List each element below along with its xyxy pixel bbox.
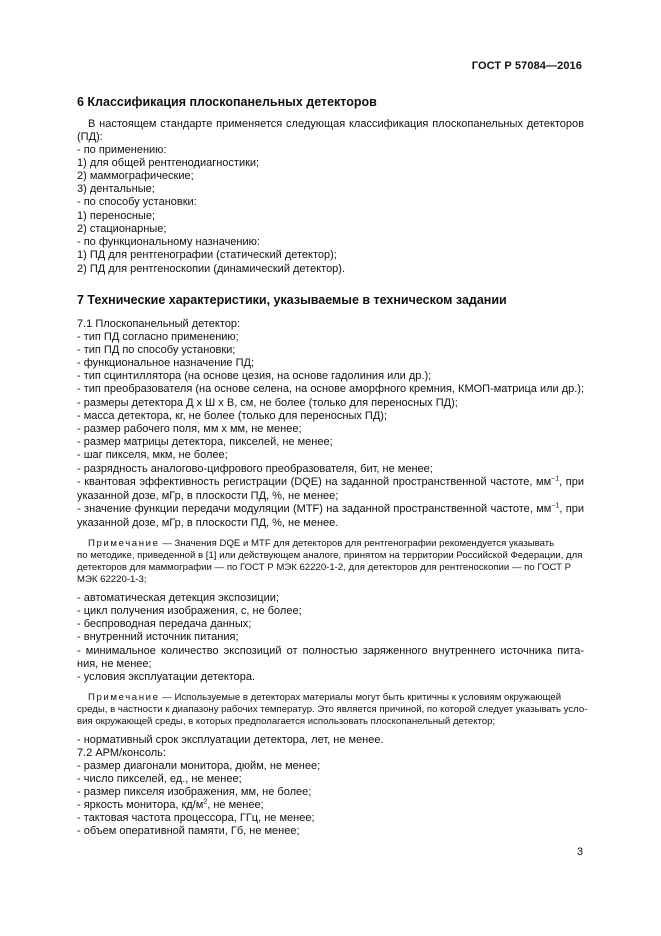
- list-item: - беспроводная передача данных;: [77, 618, 252, 630]
- list-item: - автоматическая детекция экспозиции;: [77, 592, 279, 604]
- list-item: 1) ПД для рентгенографии (статический детектор);: [77, 249, 337, 261]
- dqe-item-cont: указанной дозе, мГр, в плоскости ПД, %, не менее;: [77, 490, 339, 502]
- note-1-line: детекторов для маммографии — по ГОСТ Р МЭК 62220-1-2, для детекторов для рентгеноскопии — по ГОСТ Р: [77, 562, 571, 573]
- mtf-tail: , при: [559, 503, 584, 515]
- list-item: - цикл получения изображения, с, не более;: [77, 605, 302, 617]
- list-item: - внутренний источник питания;: [77, 631, 239, 643]
- mtf-text: - значение функции передачи модуляции (MTF) на заданной пространственной частоте, мм: [77, 503, 552, 515]
- list-item: - масса детектора, кг, не более (только для переносных ПД);: [77, 410, 387, 422]
- list-item: - условия эксплуатации детектора.: [77, 671, 256, 683]
- dqe-tail: , при: [559, 476, 585, 488]
- subsection-7-1: 7.1 Плоскопанельный детектор:: [77, 318, 241, 330]
- dqe-item: [77, 476, 584, 489]
- brightness-tail: , не менее;: [207, 799, 264, 811]
- section-6-title: 6 Классификация плоскопанельных детекторов: [77, 95, 377, 109]
- list-item: - по функциональному назначению:: [77, 236, 260, 248]
- list-item: 2) ПД для рентгеноскопии (динамический детектор).: [77, 263, 346, 275]
- list-item: - шаг пикселя, мкм, не более;: [77, 449, 228, 461]
- list-item: - тип преобразователя (на основе селена, на основе аморфного кремния, КМОП-матрица или др.);: [77, 383, 585, 395]
- list-item: - по применению:: [77, 144, 167, 156]
- section-6-intro-cont: (ПД):: [77, 131, 103, 143]
- note-1-line: по методике, приведенной в [1] или действующем аналоге, принятом на территории Российской Федерации, для: [77, 550, 583, 561]
- list-item: - тип сцинтиллятора (на основе цезия, на основе гадолиния или др.);: [77, 370, 432, 382]
- note-2: [88, 692, 584, 704]
- list-item: 3) дентальные;: [77, 183, 155, 195]
- dqe-exponent: −1: [551, 475, 560, 483]
- note-text: — Используемые в детекторах материалы могут быть критичны к условиям окружающей: [159, 692, 562, 703]
- note-label: Примечание: [88, 692, 160, 703]
- list-item: - тип ПД по способу установки;: [77, 344, 236, 356]
- list-item: 1) переносные;: [77, 210, 155, 222]
- list-item: - размеры детектора Д х Ш х В, см, не более (только для переносных ПД);: [77, 397, 458, 409]
- standard-number: ГОСТ Р 57084—2016: [471, 60, 582, 72]
- note-1-line: МЭК 62220-1-3;: [77, 574, 147, 585]
- list-item: - объем оперативной памяти, Гб, не менее;: [77, 825, 300, 837]
- list-item: - размер пикселя изображения, мм, не более;: [77, 786, 312, 798]
- list-item: - тактовая частота процессора, ГГц, не менее;: [77, 812, 315, 824]
- battery-item: - минимальное количество экспозиций от полностью заряженного внутреннего источника пита-: [77, 645, 584, 657]
- list-item: - число пикселей, ед., не менее;: [77, 773, 242, 785]
- brightness-item: [77, 799, 584, 812]
- section-6-intro: В настоящем стандарте применяется следующая классификация плоскопанельных детекторов: [88, 118, 584, 130]
- mtf-item-cont: указанной дозе, мГр, в плоскости ПД, %, не менее.: [77, 517, 339, 529]
- brightness-exponent: 2: [203, 798, 208, 806]
- list-item: - функциональное назначение ПД;: [77, 357, 255, 369]
- note-text: — Значения DQE и MTF для детекторов для рентгенографии рекомендуется указывать: [159, 538, 555, 549]
- list-item: 1) для общей рентгенодиагностики;: [77, 157, 260, 169]
- battery-item-cont: ния, не менее;: [77, 658, 152, 670]
- list-item: 2) стационарные;: [77, 223, 167, 235]
- subsection-7-2: 7.2 АРМ/консоль:: [77, 747, 166, 759]
- note-label: Примечание: [88, 538, 160, 549]
- page-number: 3: [577, 846, 584, 858]
- note-1: [88, 538, 584, 550]
- dqe-text: - квантовая эффективность регистрации (DQE) на заданной пространственной частоте, мм: [77, 476, 552, 488]
- list-item: - размер матрицы детектора, пикселей, не менее;: [77, 436, 333, 448]
- section-7-title: 7 Технические характеристики, указываемые в техническом задании: [77, 293, 507, 307]
- list-item: - нормативный срок эксплуатации детектора, лет, не менее.: [77, 734, 384, 746]
- mtf-item: [77, 503, 584, 516]
- note-2-line: среды, в частности к диапазону рабочих температур. Это является причиной, по которой следует указывать усло-: [77, 704, 588, 715]
- mtf-exponent: −1: [551, 502, 560, 510]
- brightness-text: - яркость монитора, кд/м: [77, 799, 204, 811]
- list-item: - размер рабочего поля, мм х мм, не менее;: [77, 423, 302, 435]
- list-item: - размер диагонали монитора, дюйм, не менее;: [77, 760, 321, 772]
- list-item: - разрядность аналогово-цифрового преобразователя, бит, не менее;: [77, 463, 433, 475]
- list-item: 2) маммографические;: [77, 170, 194, 182]
- note-2-line: вия окружающей среды, в которых предполагается использовать плоскопанельный детектор;: [77, 716, 496, 727]
- list-item: - по способу установки:: [77, 196, 197, 208]
- list-item: - тип ПД согласно применению;: [77, 331, 239, 343]
